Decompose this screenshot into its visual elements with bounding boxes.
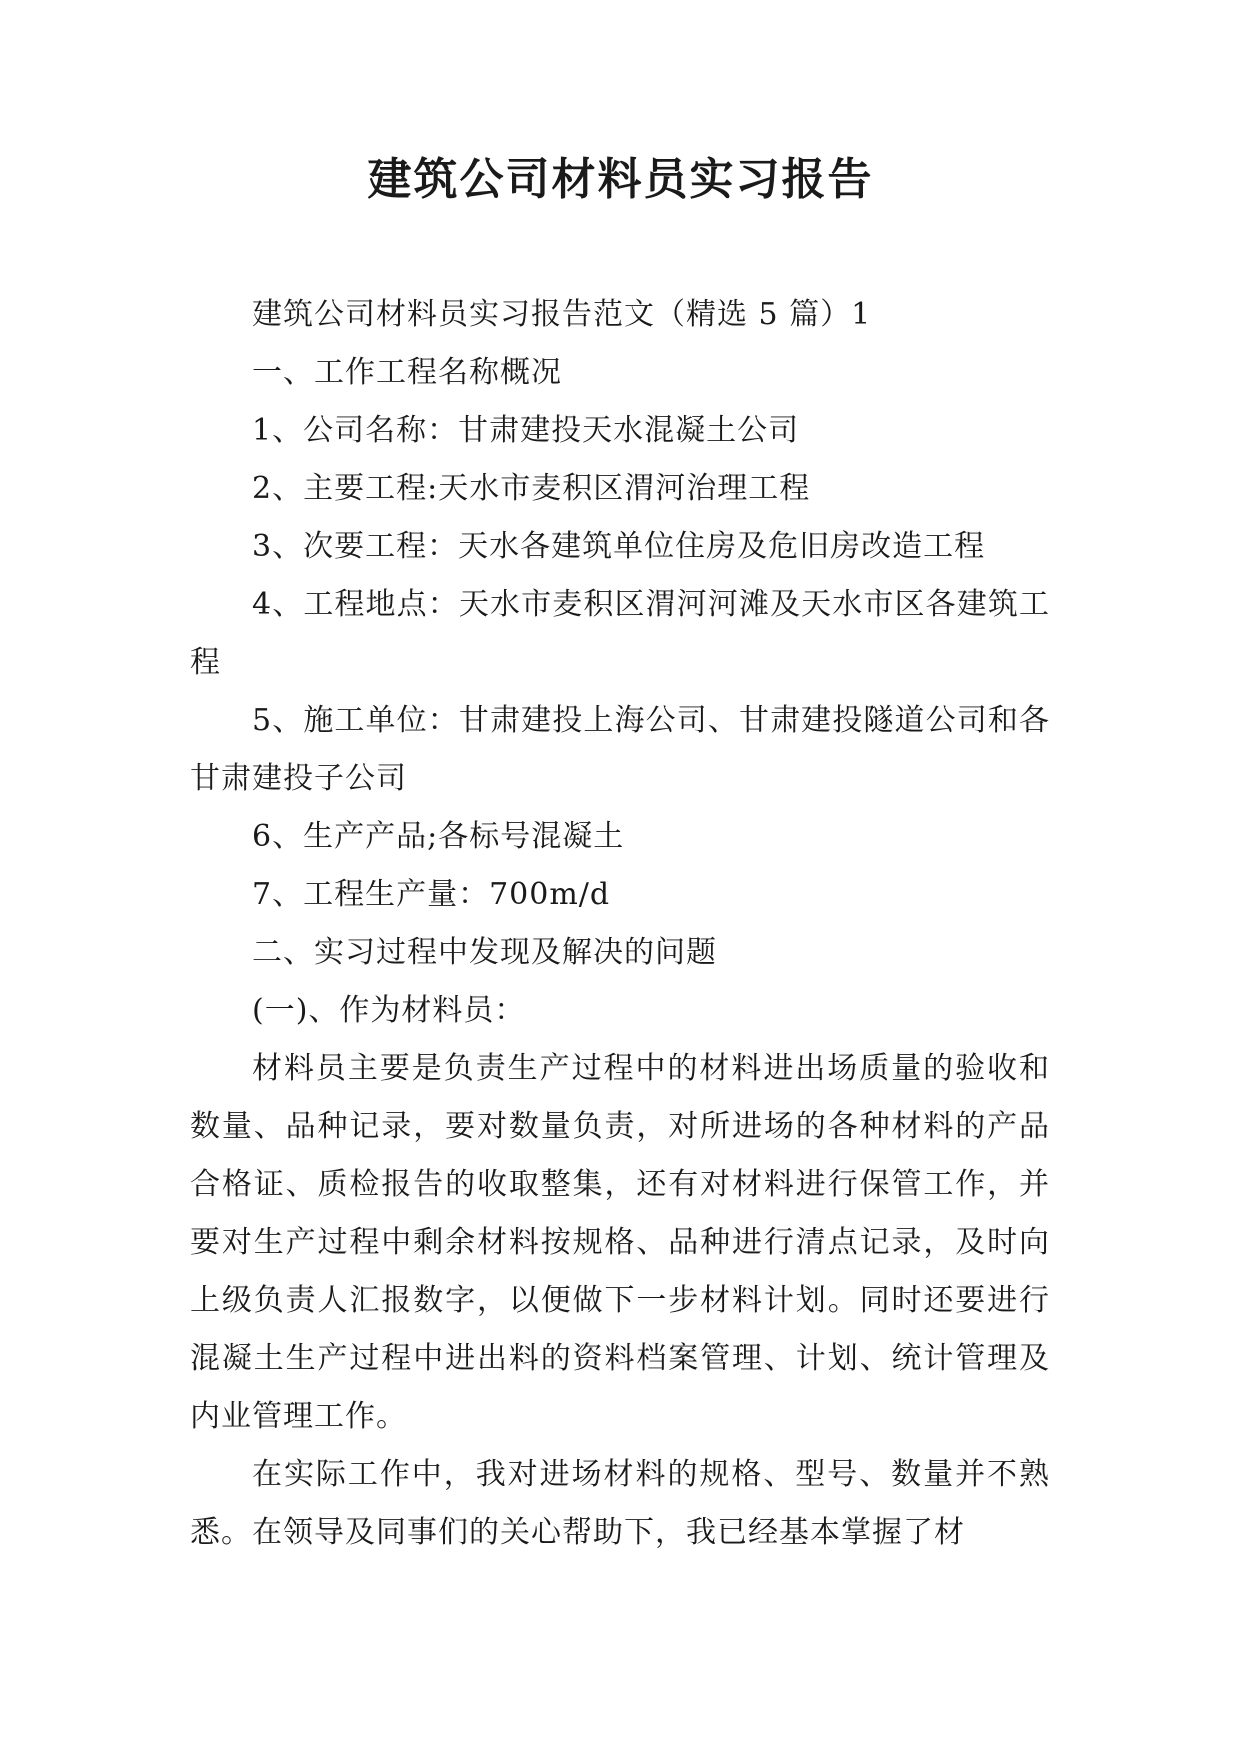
section-heading-overview: 一、工作工程名称概况 [252,355,562,390]
list-item-construction-unit: 5、施工单位：甘肃建投上海公司、甘肃建投隧道公司和各甘肃建投子公司 [190,703,1050,796]
list-item-company-name: 1、公司名称：甘肃建投天水混凝土公司 [252,413,800,448]
list-item-main-project: 2、主要工程:天水市麦积区渭河治理工程 [252,471,811,506]
section-heading-problems: 二、实习过程中发现及解决的问题 [252,935,717,970]
list-item-secondary-project: 3、次要工程：天水各建筑单位住房及危旧房改造工程 [252,529,986,564]
subsection-heading-material-clerk: (一)、作为材料员： [252,993,526,1028]
document-title: 建筑公司材料员实习报告 [367,154,874,205]
list-item-project-location: 4、工程地点：天水市麦积区渭河河滩及天水市区各建筑工程 [190,587,1050,680]
list-item-product: 6、生产产品;各标号混凝土 [252,819,625,854]
document-body [190,286,1050,1562]
paragraph-practice: 在实际工作中，我对进场材料的规格、型号、数量并不熟悉。在领导及同事们的关心帮助下，我已经基本掌握了材 [190,1457,1050,1550]
paragraph-duties: 材料员主要是负责生产过程中的材料进出场质量的验收和数量、品种记录，要对数量负责，对所进场的各种材料的产品合格证、质检报告的收取整集，还有对材料进行保管工作，并要对生产过程中剩余材料按规格、品种进行清点记录，及时向上级负责人汇报数字，以便做下一步材料计划。同时还要进行混凝土生产过程中进出料的资料档案管理、计划、统计管理及内业管理工作。 [190,1051,1050,1434]
list-item-output: 7、工程生产量：700m/d [252,877,611,912]
paragraph-heading: 建筑公司材料员实习报告范文（精选 5 篇）1 [252,297,872,332]
